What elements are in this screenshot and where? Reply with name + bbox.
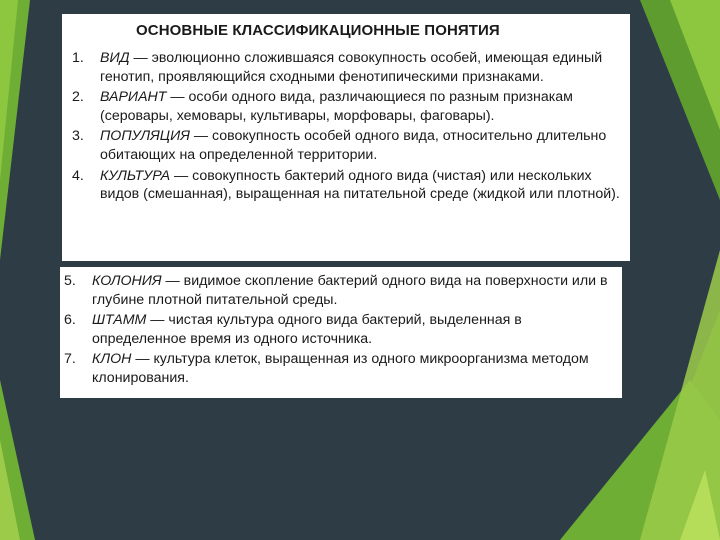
definitions-panel-bottom [60,267,622,398]
list-item [64,311,614,348]
list-item [72,49,622,86]
list-item [72,167,622,204]
term: КОЛОНИЯ [92,273,162,289]
definition: — совокупность бактерий одного вида (чистая) или нескольких видов (смешанная), выращенная на питательной среде (жидкой или плотной). [100,167,620,203]
page-title: ОСНОВНЫЕ КЛАССИФИКАЦИОННЫЕ ПОНЯТИЯ [136,22,500,39]
definition: — культура клеток, выращенная из одного микроорганизма методом клонирования. [92,351,589,386]
term: ВАРИАНТ [100,89,167,106]
term: ШТАММ [92,312,147,329]
item-number: 4. [72,167,84,184]
list-item [72,127,622,164]
definition: — чистая культура одного вида бактерий, выделенная в определенное время из одного источника. [92,312,522,347]
item-number: 2. [72,89,84,106]
definition: — особи одного вида, различающиеся по разным признакам (серовары, хемовары, культивары, морфовары, фаговары). [100,89,573,124]
definition: — совокупность особей одного вида, относительно длительно обитающих на определенной территории. [100,128,607,163]
item-number: 1. [72,50,84,66]
definition: — эволюционно сложившаяся совокупность особей, имеющая единый генотип, проявляющийся сходными фенотипическими признаками. [100,50,603,85]
term: ПОПУЛЯЦИЯ [100,128,190,145]
definitions-list-bottom [64,272,614,388]
item-number: 7. [64,351,76,368]
definitions-panel-top [62,14,630,261]
term: КЛОН [92,351,132,368]
item-number: 6. [64,312,76,329]
term: ВИД [100,50,130,66]
term: КУЛЬТУРА [100,167,171,184]
list-item [72,88,622,125]
item-number: 5. [64,273,76,289]
list-item [64,272,614,309]
item-number: 3. [72,128,84,145]
definitions-list-top [72,49,622,204]
list-item [64,350,614,387]
definition: — видимое скопление бактерий одного вида на поверхности или в глубине плотной питательной среды. [92,273,608,308]
